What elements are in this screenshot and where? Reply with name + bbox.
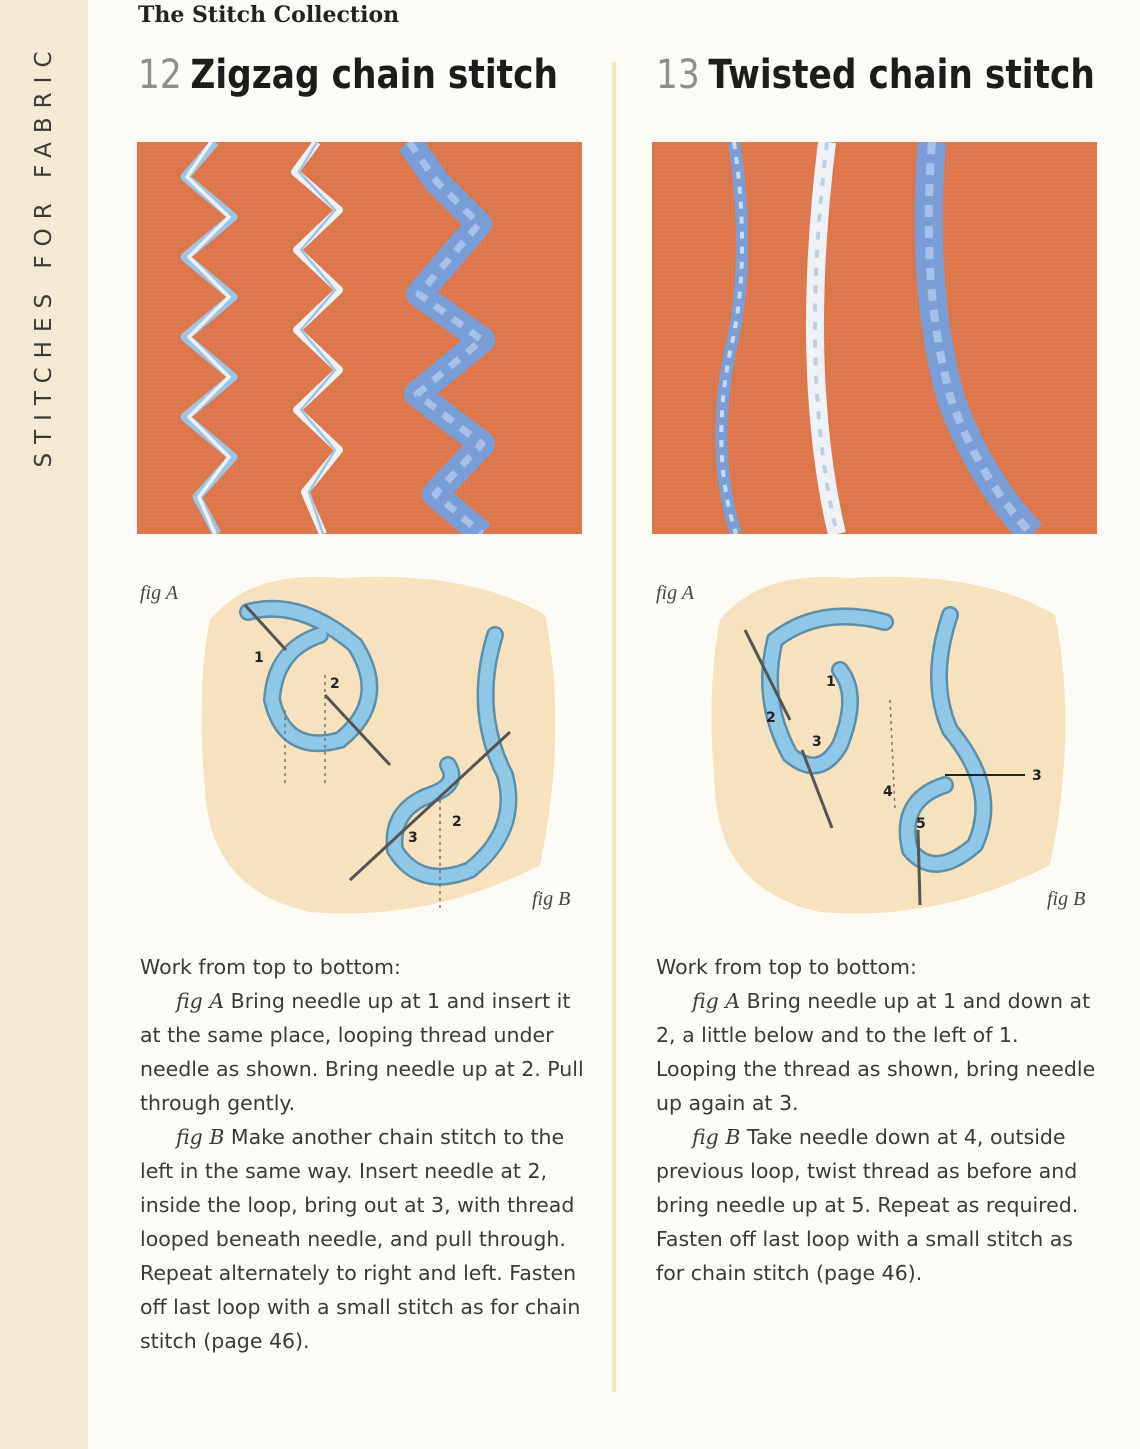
fig-b-label: fig B	[532, 888, 571, 910]
stitch-number: 13	[656, 52, 700, 98]
twisted-chain-title	[656, 52, 1095, 98]
diagram-marker: 1	[254, 650, 264, 666]
zigzag-chain-title	[138, 52, 558, 98]
instructions-step-a: fig A Bring needle up at 1 and insert it at the same place, looping thread under needle as shown. Bring needle up at 2. Pull through gently.	[140, 989, 584, 1115]
zigzag-chain-diagram	[190, 560, 570, 930]
stitch-number: 12	[138, 52, 182, 98]
diagram-marker: 3	[408, 830, 418, 846]
instructions-step-b: fig B Take needle down at 4, outside previous loop, twist thread as before and bring needle up at 5. Repeat as required. Fasten off last loop with a small stitch as for chain stitch (page 46).	[656, 1125, 1079, 1285]
twisted-chain-photo	[652, 142, 1097, 534]
twisted-chain-instructions	[656, 950, 1101, 1290]
diagram-marker: 2	[452, 814, 462, 830]
diagram-marker: 2	[766, 710, 776, 726]
diagram-marker: 3	[812, 734, 822, 750]
diagram-marker: 2	[330, 676, 340, 692]
diagram-marker: 5	[916, 816, 926, 832]
page-header: The Stitch Collection	[138, 2, 400, 28]
diagram-marker: 3	[1032, 768, 1042, 784]
zigzag-chain-photo	[137, 142, 582, 534]
stitch-title: Zigzag chain stitch	[190, 52, 558, 98]
instructions-intro: Work from top to bottom:	[140, 955, 401, 979]
fig-a-label: fig A	[140, 582, 178, 604]
fig-b-label: fig B	[1047, 888, 1086, 910]
instructions-step-a: fig A Bring needle up at 1 and down at 2, a little below and to the left of 1. Looping the thread as shown, bring needle up again at 3.	[656, 989, 1096, 1115]
instructions-intro: Work from top to bottom:	[656, 955, 917, 979]
fig-a-label: fig A	[656, 582, 694, 604]
column-divider	[612, 62, 616, 1392]
stitch-title: Twisted chain stitch	[708, 52, 1095, 98]
twisted-chain-diagram	[700, 560, 1080, 930]
instructions-step-b: fig B Make another chain stitch to the left in the same way. Insert needle at 2, inside the loop, bring out at 3, with thread looped beneath needle, and pull through. Repeat alternately to right and left. Fasten off last loop with a small stitch as for chain stitch (page 46).	[140, 1125, 581, 1353]
section-side-label: STITCHES FOR FABRIC	[31, 42, 57, 468]
diagram-marker: 1	[826, 674, 836, 690]
zigzag-chain-instructions	[140, 950, 585, 1358]
diagram-marker: 4	[883, 784, 893, 800]
